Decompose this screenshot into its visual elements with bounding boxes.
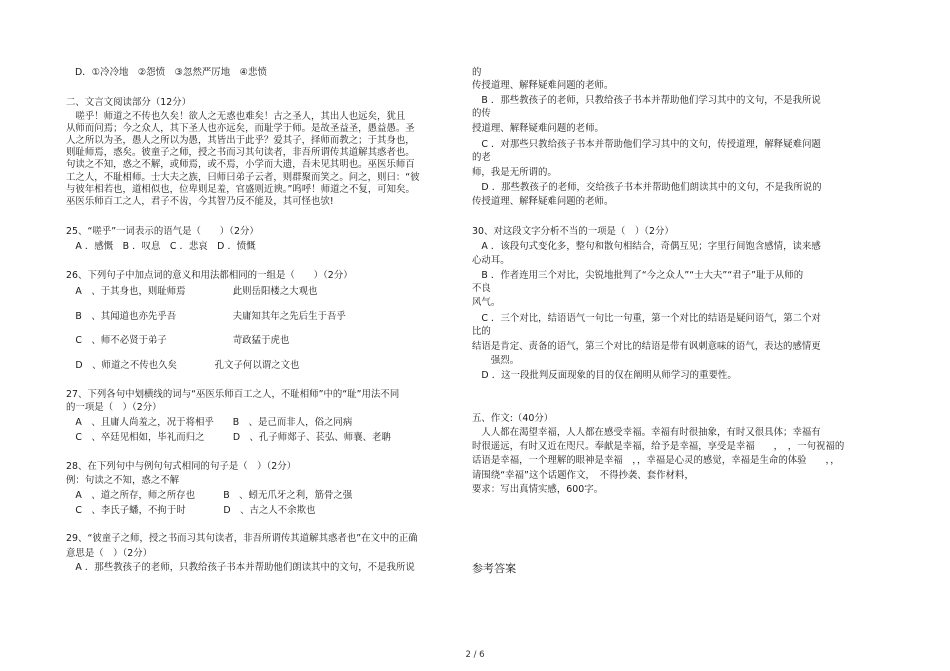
question-29-option-a: A ．那些教孩子的老师，只教给孩子书本并帮助他们朗读其中的文句，不是我所说: [66, 562, 415, 573]
question-28-options-ab: A 、道之所存，师之所存也 B 、蚓无爪牙之利，筋骨之强: [66, 490, 353, 501]
question-29: 29、“彼童子之师，授之书而习其句读者，非吾所谓传其道解其惑者也”在文中的正确: [66, 533, 418, 544]
question-28-options-cd: C 、李氏子蟠，不拘于时 D 、古之人不余欺也: [66, 505, 316, 516]
passage-line: 人之所以为圣，愚人之所以为愚，其皆出于此乎？爱其子，择师而教之；于其身也，: [66, 135, 415, 146]
passage-line: 句读之不知，惑之不解，或师焉，或不焉，小学而大遗，吾未见其明也。巫医乐师百: [66, 159, 415, 170]
answer-line: 心动耳。: [472, 255, 510, 266]
question-26-option-c: C 、师不必贤于弟子 苛政猛于虎也: [66, 335, 290, 346]
passage-line: 从师而问焉；今之众人，其下圣人也亦远矣，而耻学于师。是故圣益圣，愚益愚。圣: [66, 123, 415, 134]
essay-prompt-line: 人人都在渴望幸福，人人都在感受幸福。幸福有时很抽象，有时又很具体；幸福有: [472, 427, 821, 438]
question-27-options-cd: C 、卒廷见相如，毕礼而归之 D 、孔子师郯子、苌弘、师襄、老聃: [66, 432, 391, 443]
question-30: 30、对这段文字分析不当的一项是（ ）（2分）: [472, 226, 674, 237]
question-26-option-d: D 、师道之不传也久矣 孔文子何以谓之文也: [66, 360, 300, 371]
answer-line: 强烈。: [472, 355, 520, 366]
question-29-option-c: C ．对那些只教给孩子书本并帮助他们学习其中的文句，传授道理，解释疑难问题: [472, 139, 821, 150]
question-30-option-b: B ．作者连用三个对比，尖锐地批判了“今之众人”“士大夫”“君子”耻于从师的: [472, 270, 804, 281]
essay-requirement: 要求：写出真情实感，600字。: [472, 484, 604, 495]
question-30-option-c: C ．三个对比，结语语气一句比一句重，第一个对比的结语是疑问语气，第二个对: [472, 313, 821, 324]
page-number: 2 / 6: [465, 650, 485, 660]
question-27-options-ab: A 、且庸人尚羞之，况于将相乎 B 、是己而非人，俗之同病: [66, 417, 353, 428]
answer-line: 不良: [472, 283, 491, 294]
essay-heading: 五、作文:（40分）: [472, 413, 554, 424]
question-29-option-d: D ．那些教孩子的老师，交给孩子书本并帮助他们朗读其中的文句，不是我所说的: [472, 182, 822, 193]
question-27-cont: 的一项是（ ）（2分）: [66, 402, 162, 413]
answer-key-heading: 参考答案: [472, 562, 517, 575]
answer-line: 的老: [472, 152, 491, 163]
question-27: 27、下列各句中划横线的词与“巫医乐师百工之人，不耻相师”中的“耻”用法不同: [66, 389, 400, 400]
question-25: 25、“嗟乎”一词表示的语气是（ ）（2分）: [66, 226, 259, 237]
question-25-options: A ．感慨 B ．叹息 C ．悲哀 D ．愤慨: [66, 241, 256, 252]
question-29-option-b: B ．那些教孩子的老师，只教给孩子书本并帮助他们学习其中的文句，不是我所说: [472, 95, 821, 106]
passage-line: 嗟乎！师道之不传也久矣！欲人之无惑也难矣！古之圣人，其出人也远矣，犹且: [66, 111, 406, 122]
answer-line: 结语是肯定、责备的语气，第三个对比的结语是带有讽刺意味的语气，表达的感情更: [472, 341, 821, 352]
question-30-option-a: A ．该段句式变化多，整句和散句相结合，奇偶互见；字里行间饱含感情，读来感: [472, 241, 821, 252]
essay-prompt-line: 话语是幸福，一个理解的眼神是幸福 ，，幸福是心灵的感觉，幸福是生命的体验 ，，: [472, 455, 840, 466]
answer-line: 传授道理、解释疑难问题的老师。: [472, 80, 614, 91]
passage-line: 则耻师焉，惑矣。彼童子之师，授之书而习其句读者，非吾所谓传其道解其惑者也。: [66, 147, 415, 158]
answer-line: 风气。: [472, 297, 501, 308]
answer-line: 的: [472, 67, 482, 78]
question-26-option-b: B 、其闻道也亦先乎吾 夫庸知其年之先后生于吾乎: [66, 311, 346, 322]
option-line: D．①冷冷地 ②怨愤 ③忽然严厉地 ④悲愤: [75, 67, 267, 78]
passage-line: 巫医乐师百工之人，君子不齿，今其智乃反不能及，其可怪也欤!: [66, 196, 334, 207]
question-28: 28、在下列句中与例句句式相同的句子是（ ）（2分）: [66, 461, 297, 472]
section-heading: 二、文言文阅读部分（12分）: [66, 97, 192, 108]
essay-prompt-line: 时很遥远，有时又近在咫尺。奉献是幸福，给予是幸福，享受是幸福 ， ，一句祝福的: [472, 441, 845, 452]
passage-line: 与彼年相若也，道相似也，位卑则足羞，官盛则近谀。”呜呼！师道之不复，可知矣。: [66, 184, 415, 195]
essay-prompt-line: 请围绕“幸福”这个话题作文， 不得抄袭、套作材料，: [472, 470, 694, 481]
question-26: 26、下列句子中加点词的意义和用法都相同的一组是（ ）（2分）: [66, 270, 353, 281]
answer-line: 比的: [472, 326, 491, 337]
answer-line: 授道理、解释疑难问题的老师。: [472, 123, 604, 134]
answer-line: 师，我是无所谓的。: [472, 167, 557, 178]
question-29-cont: 意思是（ ）（2分）: [66, 548, 153, 559]
question-26-option-a: A 、于其身也，则耻师焉 此则岳阳楼之大观也: [66, 286, 318, 297]
question-28-example: 例：句读之不知，惑之不解: [66, 475, 180, 486]
question-30-option-d: D ．这一段批判反面现象的目的仅在阐明从师学习的重要性。: [472, 370, 737, 381]
passage-line: 工之人，不耻相师。士大夫之族，曰师曰弟子云者，则群聚而笑之。问之，则曰：“彼: [66, 172, 420, 183]
answer-line: 传授道理、解释疑难问题的老师。: [472, 196, 614, 207]
answer-line: 的传: [472, 108, 491, 119]
